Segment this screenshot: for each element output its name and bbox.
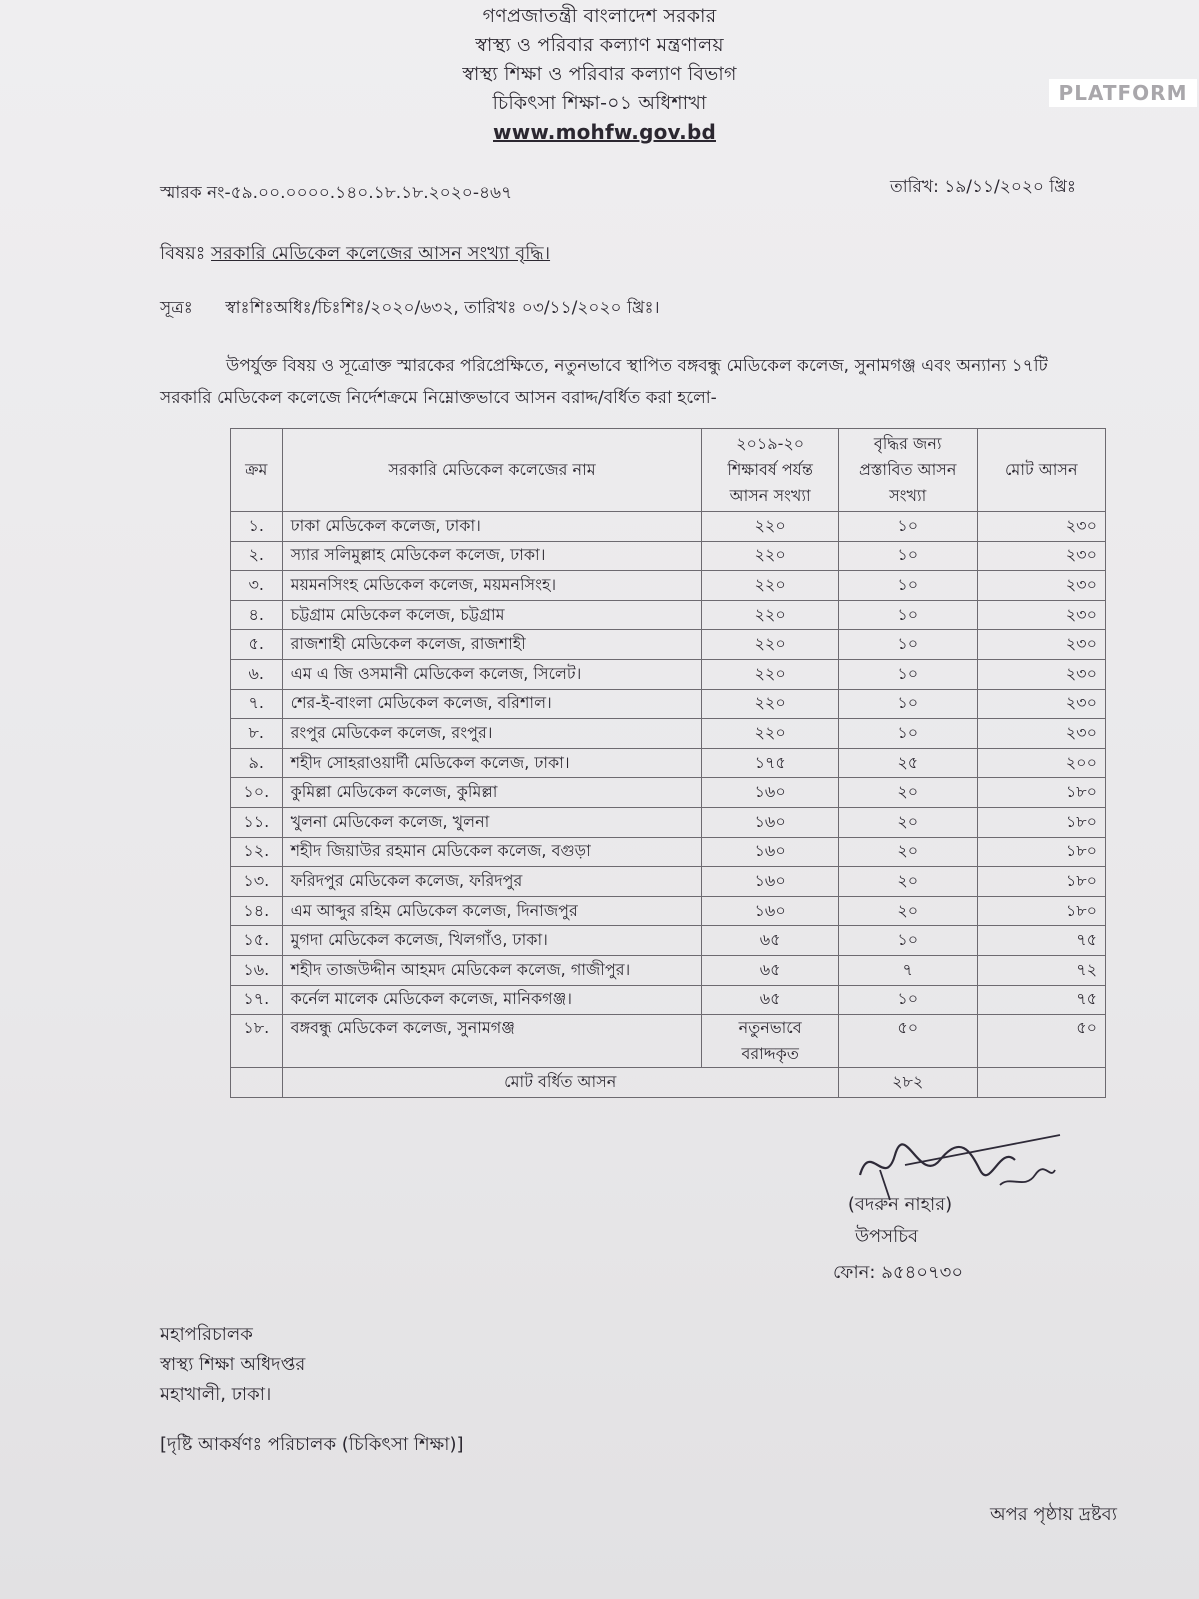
- header-total-seats: মোট আসন: [977, 429, 1106, 512]
- please-turn-over: অপর পৃষ্ঠায় দ্রষ্টব্য: [990, 1504, 1117, 1525]
- row-college-name: ময়মনসিংহ মেডিকেল কলেজ, ময়মনসিংহ।: [282, 571, 702, 601]
- row-total-seats: ২০০: [977, 748, 1106, 778]
- row-added-seats: ৭: [838, 955, 977, 985]
- row-total-seats: ২৩০: [977, 541, 1106, 571]
- row-added-seats: ১০: [838, 985, 977, 1015]
- header-current-seats: ২০১৯-২০ শিক্ষাবর্ষ পর্যন্ত আসন সংখ্যা: [702, 429, 839, 512]
- row-sl: ৪.: [231, 600, 283, 630]
- reference-label: সূত্রঃ: [160, 298, 193, 318]
- row-sl: ১৩.: [231, 867, 283, 897]
- row-college-name: বঙ্গবন্ধু মেডিকেল কলেজ, সুনামগঞ্জ: [282, 1015, 702, 1068]
- row-current-seats: ২২০: [702, 600, 839, 630]
- row-sl: ১৫.: [231, 926, 283, 956]
- row-sl: ১৮.: [231, 1015, 283, 1068]
- table-row: [231, 807, 1106, 837]
- attention-note: [দৃষ্টি আকর্ষণঃ পরিচালক (চিকিৎসা শিক্ষা)]: [160, 1434, 464, 1455]
- table-row: [231, 571, 1106, 601]
- row-college-name: শের-ই-বাংলা মেডিকেল কলেজ, বরিশাল।: [282, 689, 702, 719]
- memo-date: তারিখ: ১৯/১১/২০২০ খ্রিঃ: [890, 177, 1076, 197]
- row-added-seats: ১০: [838, 926, 977, 956]
- row-current-seats: ২২০: [702, 689, 839, 719]
- letterhead: [0, 2, 1199, 147]
- row-sl: ১৭.: [231, 985, 283, 1015]
- table-row: [231, 1015, 1106, 1068]
- reference-line: [160, 295, 660, 323]
- row-college-name: শহীদ সোহরাওয়ার্দী মেডিকেল কলেজ, ঢাকা।: [282, 748, 702, 778]
- table-row: [231, 896, 1106, 926]
- header-proposed-seats: বৃদ্ধির জন্য প্রস্তাবিত আসন সংখ্যা: [838, 429, 977, 512]
- table-row: [231, 985, 1106, 1015]
- subject-label: বিষয়ঃ: [160, 243, 206, 264]
- row-sl: ১.: [231, 512, 283, 542]
- row-sl: ১২.: [231, 837, 283, 867]
- row-current-seats: ৬৫: [702, 985, 839, 1015]
- row-added-seats: ২০: [838, 867, 977, 897]
- row-college-name: স্যার সলিমুল্লাহ মেডিকেল কলেজ, ঢাকা।: [282, 541, 702, 571]
- row-college-name: রাজশাহী মেডিকেল কলেজ, রাজশাহী: [282, 630, 702, 660]
- row-current-seats: নতুনভাবে বরাদ্দকৃত: [702, 1015, 839, 1068]
- row-college-name: রংপুর মেডিকেল কলেজ, রংপুর।: [282, 719, 702, 749]
- row-total-seats: ২৩০: [977, 630, 1106, 660]
- row-total-seats: ১৮০: [977, 778, 1106, 808]
- row-total-seats: ১৮০: [977, 896, 1106, 926]
- signatory-name: (বদরুন নাহার): [847, 1194, 953, 1215]
- table-row: [231, 541, 1106, 571]
- row-sl: ৭.: [231, 689, 283, 719]
- row-added-seats: ১০: [838, 630, 977, 660]
- row-current-seats: ১৬০: [702, 778, 839, 808]
- row-current-seats: ২২০: [702, 659, 839, 689]
- recipient-line-3: মহাখালী, ঢাকা।: [160, 1384, 272, 1405]
- row-added-seats: ১০: [838, 659, 977, 689]
- row-sl: ১০.: [231, 778, 283, 808]
- row-total-seats: ১৮০: [977, 807, 1106, 837]
- memo-number: স্মারক নং-৫৯.০০.০০০০.১৪০.১৮.১৮.২০২০-৪৬৭: [160, 183, 513, 203]
- signatory-phone: ফোন: ৯৫৪০৭৩০: [833, 1262, 964, 1283]
- row-current-seats: ৬৫: [702, 955, 839, 985]
- table-footer-row: [231, 1068, 1106, 1098]
- row-college-name: মুগদা মেডিকেল কলেজ, খিলগাঁও, ঢাকা।: [282, 926, 702, 956]
- row-current-seats: ১৬০: [702, 837, 839, 867]
- table-header-row: [231, 429, 1106, 512]
- row-college-name: কর্নেল মালেক মেডিকেল কলেজ, মানিকগঞ্জ।: [282, 985, 702, 1015]
- header-sl: ক্রম: [231, 429, 283, 512]
- row-current-seats: ২২০: [702, 719, 839, 749]
- table-row: [231, 600, 1106, 630]
- row-total-seats: ২৩০: [977, 512, 1106, 542]
- row-added-seats: ২০: [838, 807, 977, 837]
- table-row: [231, 689, 1106, 719]
- row-college-name: এম এ জি ওসমানী মেডিকেল কলেজ, সিলেট।: [282, 659, 702, 689]
- table-row: [231, 837, 1106, 867]
- row-total-seats: ৭৫: [977, 985, 1106, 1015]
- row-college-name: খুলনা মেডিকেল কলেজ, খুলনা: [282, 807, 702, 837]
- row-sl: ১৪.: [231, 896, 283, 926]
- row-added-seats: ২৫: [838, 748, 977, 778]
- table-row: [231, 659, 1106, 689]
- table-row: [231, 955, 1106, 985]
- row-college-name: ঢাকা মেডিকেল কলেজ, ঢাকা।: [282, 512, 702, 542]
- row-total-seats: ২৩০: [977, 600, 1106, 630]
- row-current-seats: ১৬০: [702, 807, 839, 837]
- body-paragraph: উপর্যুক্ত বিষয় ও সূত্রোক্ত স্মারকের পরিপ্রেক্ষিতে, নতুনভাবে স্থাপিত বঙ্গবন্ধু মেডিকেল কলেজ, সুনামগঞ্জ এবং অন্যান্য ১৭টি সরকারি মেডিকেল কলেজে নির্দেশক্রমে নিম্নোক্তভাবে আসন বরাদ্দ/বর্ধিত করা হলো-: [160, 356, 1048, 408]
- row-total-seats: ১৮০: [977, 867, 1106, 897]
- footer-total: ২৮২: [838, 1068, 977, 1098]
- row-total-seats: ২৩০: [977, 659, 1106, 689]
- row-college-name: শহীদ জিয়াউর রহমান মেডিকেল কলেজ, বগুড়া: [282, 837, 702, 867]
- row-current-seats: ২২০: [702, 541, 839, 571]
- row-added-seats: ২০: [838, 896, 977, 926]
- table-row: [231, 719, 1106, 749]
- row-current-seats: ২২০: [702, 630, 839, 660]
- row-sl: ১১.: [231, 807, 283, 837]
- row-added-seats: ২০: [838, 837, 977, 867]
- row-current-seats: ২২০: [702, 512, 839, 542]
- subject-text: সরকারি মেডিকেল কলেজের আসন সংখ্যা বৃদ্ধি।: [211, 243, 551, 264]
- reference-text: স্বাঃশিঃঅধিঃ/চিঃশিঃ/২০২০/৬৩২, তারিখঃ ০৩/১১/২০২০ খ্রিঃ।: [225, 298, 660, 318]
- row-sl: ৩.: [231, 571, 283, 601]
- row-total-seats: ২৩০: [977, 571, 1106, 601]
- header-college-name: সরকারি মেডিকেল কলেজের নাম: [282, 429, 702, 512]
- row-current-seats: ৬৫: [702, 926, 839, 956]
- row-college-name: এম আব্দুর রহিম মেডিকেল কলেজ, দিনাজপুর: [282, 896, 702, 926]
- division-name: স্বাস্থ্য শিক্ষা ও পরিবার কল্যাণ বিভাগ: [462, 63, 737, 85]
- row-college-name: চট্টগ্রাম মেডিকেল কলেজ, চট্টগ্রাম: [282, 600, 702, 630]
- recipient-line-2: স্বাস্থ্য শিক্ষা অধিদপ্তর: [160, 1354, 306, 1375]
- row-added-seats: ১০: [838, 571, 977, 601]
- subject-line: [160, 239, 550, 270]
- seat-allocation-table: [230, 428, 1106, 1098]
- row-total-seats: ২৩০: [977, 689, 1106, 719]
- website-link[interactable]: www.mohfw.gov.bd: [493, 120, 716, 144]
- row-added-seats: ৫০: [838, 1015, 977, 1068]
- row-sl: ২.: [231, 541, 283, 571]
- row-sl: ৬.: [231, 659, 283, 689]
- row-current-seats: ১৭৫: [702, 748, 839, 778]
- footer-label: মোট বর্ধিত আসন: [282, 1068, 838, 1098]
- row-added-seats: ২০: [838, 778, 977, 808]
- row-sl: ৫.: [231, 630, 283, 660]
- table-row: [231, 630, 1106, 660]
- row-current-seats: ২২০: [702, 571, 839, 601]
- branch-name: চিকিৎসা শিক্ষা-০১ অধিশাখা: [492, 92, 707, 114]
- row-total-seats: ২৩০: [977, 719, 1106, 749]
- table-row: [231, 867, 1106, 897]
- signatory-designation: উপসচিব: [855, 1226, 919, 1247]
- govt-name: গণপ্রজাতন্ত্রী বাংলাদেশ সরকার: [482, 5, 717, 27]
- row-college-name: কুমিল্লা মেডিকেল কলেজ, কুমিল্লা: [282, 778, 702, 808]
- row-total-seats: ৭৫: [977, 926, 1106, 956]
- ministry-name: স্বাস্থ্য ও পরিবার কল্যাণ মন্ত্রণালয়: [475, 34, 724, 56]
- row-sl: ৮.: [231, 719, 283, 749]
- row-total-seats: ১৮০: [977, 837, 1106, 867]
- table-row: [231, 512, 1106, 542]
- row-current-seats: ১৬০: [702, 867, 839, 897]
- row-sl: ১৬.: [231, 955, 283, 985]
- recipient-line-1: মহাপরিচালক: [160, 1324, 253, 1345]
- table-row: [231, 748, 1106, 778]
- platform-watermark: PLATFORM: [1049, 79, 1197, 107]
- row-added-seats: ১০: [838, 541, 977, 571]
- row-college-name: ফরিদপুর মেডিকেল কলেজ, ফরিদপুর: [282, 867, 702, 897]
- row-college-name: শহীদ তাজউদ্দীন আহমদ মেডিকেল কলেজ, গাজীপুর।: [282, 955, 702, 985]
- row-total-seats: ৫০: [977, 1015, 1106, 1068]
- row-added-seats: ১০: [838, 512, 977, 542]
- table-row: [231, 778, 1106, 808]
- row-sl: ৯.: [231, 748, 283, 778]
- table-row: [231, 926, 1106, 956]
- row-added-seats: ১০: [838, 689, 977, 719]
- row-total-seats: ৭২: [977, 955, 1106, 985]
- row-current-seats: ১৬০: [702, 896, 839, 926]
- row-added-seats: ১০: [838, 719, 977, 749]
- row-added-seats: ১০: [838, 600, 977, 630]
